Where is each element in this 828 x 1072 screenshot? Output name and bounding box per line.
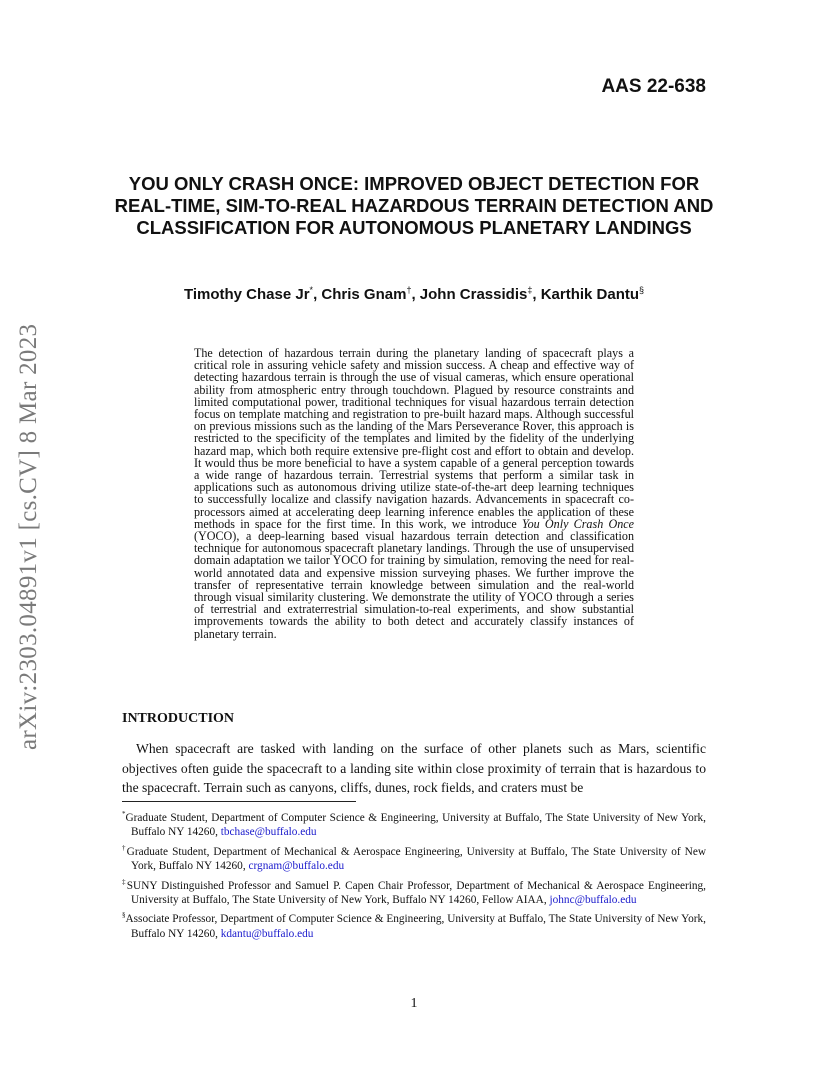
- footnote-text: Graduate Student, Department of Mechanical & Aerospace Engineering, University at Buffalo, The State University of New York, Buffalo NY 14260,: [126, 845, 706, 873]
- author-separator: ,: [411, 286, 420, 303]
- abstract: [194, 347, 634, 640]
- footnote-text: Associate Professor, Department of Computer Science & Engineering, University at Buffalo, The State University of New York, Buffalo NY 14260,: [125, 913, 706, 940]
- author-name: Chris Gnam: [321, 286, 407, 303]
- email-link[interactable]: johnc@buffalo.edu: [549, 893, 637, 906]
- author-footnote-mark[interactable]: ‡: [527, 285, 533, 295]
- report-number: AAS 22-638: [601, 76, 706, 97]
- author-name: Karthik Dantu: [540, 286, 640, 303]
- footnote-mark: ‡: [122, 877, 127, 886]
- author-footnote-mark[interactable]: §: [639, 285, 645, 295]
- author-name: John Crassidis: [419, 286, 528, 303]
- email-link[interactable]: kdantu@buffalo.edu: [220, 927, 314, 940]
- arxiv-stamp[interactable]: arXiv:2303.04891v1 [cs.CV] 8 Mar 2023: [15, 323, 42, 750]
- intro-paragraph: When spacecraft are tasked with landing on the surface of other planets such as Mars, scientific objectives often guide the spacecraft to a landing site within close proximity of terrain that is hazardous to the spacecraft. Terrain such as canyons, cliffs, dunes, rock fields, and craters must be: [122, 741, 706, 795]
- footnote-text: Graduate Student, Department of Computer Science & Engineering, University at Buffalo, The State University of New York, Buffalo NY 14260,: [125, 811, 706, 839]
- paper-title: YOU ONLY CRASH ONCE: IMPROVED OBJECT DETECTION FOR REAL-TIME, SIM-TO-REAL HAZARDOUS TERRAIN DETECTION AND CLASSIFICATION FOR AUTONOMOUS PLANETARY LANDINGS: [114, 173, 714, 238]
- author-list: [110, 285, 718, 303]
- footnote-mark: *: [122, 810, 126, 818]
- abstract-emphasis: You Only Crash Once: [522, 516, 634, 531]
- author-footnote-mark[interactable]: †: [406, 285, 412, 295]
- page-number: 1: [410, 996, 418, 1011]
- footnote: [122, 875, 706, 908]
- footnote-divider: [122, 801, 356, 802]
- author-name: Timothy Chase Jr: [183, 286, 310, 303]
- author-footnote-mark[interactable]: *: [309, 285, 314, 295]
- footnote: [122, 908, 706, 941]
- abstract-text: (YOCO), a deep-learning based visual hazardous terrain detection and classification technique for autonomous spacecraft planetary landings. Through the use of unsupervised domain adaptation we tailor YOCO for training by simulation, removing the need for real-world annotated data and expensive mission surveying phases. We further improve the transfer of representative terrain knowledge between simulation and the real-world through visual similarity clustering. We demonstrate the utility of YOCO through a series of terrestrial and extraterrestrial simulation-to-real experiments, and show substantial improvements towards the ability to both detect and accurately classify instances of planetary terrain.: [194, 529, 634, 641]
- footnotes: [122, 807, 706, 942]
- email-link[interactable]: tbchase@buffalo.edu: [220, 826, 317, 839]
- author-separator: ,: [313, 286, 322, 303]
- abstract-text: The detection of hazardous terrain during the planetary landing of spacecraft plays a critical role in assuring vehicle safety and mission success. A cheap and effective way of detecting hazardous terrain is through the use of visual cameras, which ensure operational ability from atmospheric entry through touchdown. Plagued by resource constraints and limited computational power, traditional techniques for visual hazardous terrain detection focus on template matching and registration to pre-built hazard maps. Although successful on previous missions such as the landing of the Mars Perseverance Rover, this approach is restricted to the specificity of the templates and limited by the fidelity of the underlying hazard map, which both require extensive pre-flight cost and effort to obtain and develop. It would thus be more beneficial to have a system capable of a general perception towards a wide range of hazardous terrain. Terrestrial systems that perform a similar task in applications such as autonomous driving utilize state-of-the-art deep learning techniques to successfully localize and classify navigation hazards. Advancements in spacecraft co-processors aimed at accelerating deep learning inference enables the application of these methods in space for the first time. In this work, we introduce: [194, 346, 634, 531]
- section-heading: INTRODUCTION: [122, 711, 235, 726]
- footnote-text: SUNY Distinguished Professor and Samuel P. Capen Chair Professor, Department of Mechanical & Aerospace Engineering, University at Buffalo, The State University of New York, Buffalo NY 14260, Fellow AIAA,: [126, 879, 707, 906]
- author-separator: ,: [532, 286, 541, 303]
- footnote: [122, 841, 706, 874]
- footnote-mark: §: [122, 911, 126, 920]
- email-link[interactable]: crgnam@buffalo.edu: [248, 860, 345, 873]
- footnote: [122, 807, 706, 840]
- footnote-mark: †: [122, 843, 127, 852]
